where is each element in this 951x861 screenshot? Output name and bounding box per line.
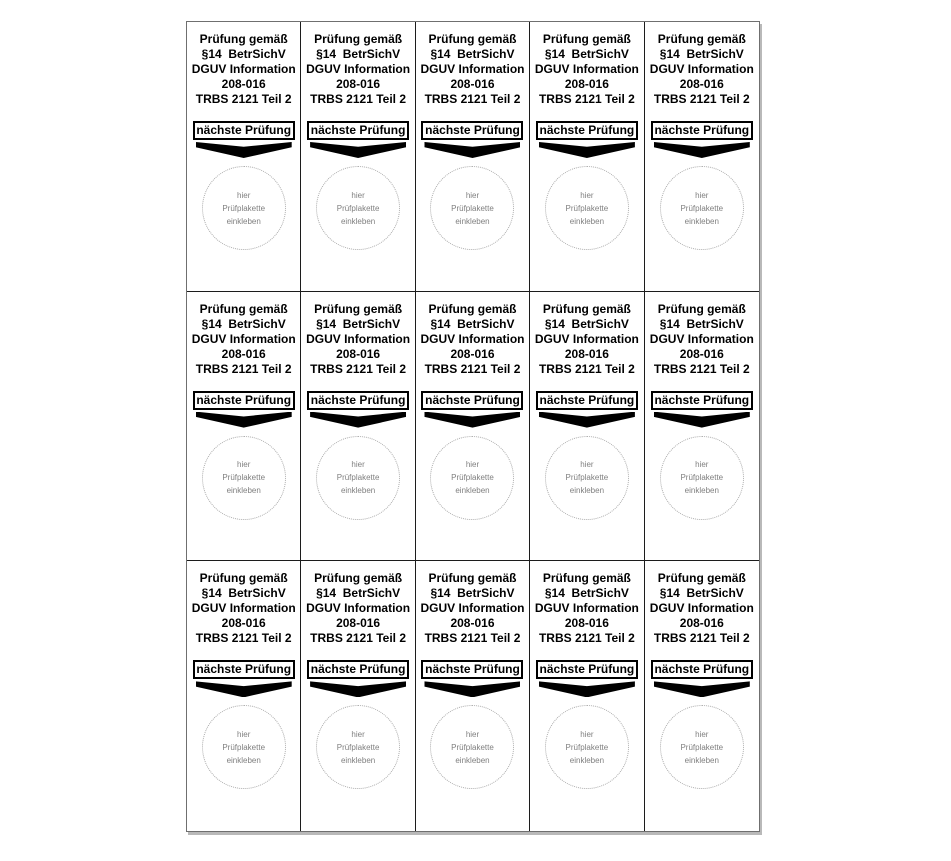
placeholder-line: einkleben — [226, 216, 261, 226]
title-line: DGUV Information — [649, 62, 754, 76]
placeholder-line: einkleben — [455, 755, 490, 765]
placeholder-line: Prüfplakette — [222, 742, 266, 752]
down-arrow-icon — [196, 412, 292, 428]
title-line: DGUV Information — [534, 601, 639, 616]
sticker-placeholder-circle — [430, 436, 514, 520]
placeholder-line: einkleben — [226, 755, 261, 765]
placeholder-line: Prüfplakette — [336, 742, 380, 752]
label-cell — [645, 22, 759, 292]
label-cell — [416, 292, 530, 562]
title-line: DGUV Information — [306, 331, 411, 346]
sticker-placeholder-circle — [660, 436, 744, 520]
label-title — [306, 571, 410, 646]
title-line: DGUV Information — [191, 62, 296, 76]
placeholder-line: Prüfplakette — [222, 473, 266, 483]
title-line: §14 BetrSichV — [201, 586, 286, 601]
next-inspection-banner: nächste Prüfung — [536, 391, 638, 410]
label-cell — [416, 22, 530, 292]
placeholder-line: hier — [465, 729, 480, 739]
title-line: TRBS 2121 Teil 2 — [195, 92, 292, 106]
title-line: DGUV Information — [534, 62, 639, 76]
next-inspection-banner: nächste Prüfung — [651, 660, 753, 679]
placeholder-line: hier — [695, 460, 709, 470]
title-line: Prüfung gemäß — [199, 301, 288, 316]
title-line: 208-016 — [221, 346, 266, 361]
title-line: Prüfung gemäß — [428, 32, 517, 46]
placeholder-line: einkleben — [455, 216, 490, 226]
down-arrow-icon — [539, 142, 635, 158]
title-line: Prüfung gemäß — [657, 301, 746, 316]
title-line: Prüfung gemäß — [199, 32, 288, 46]
placeholder-line: hier — [465, 190, 480, 200]
title-line: TRBS 2121 Teil 2 — [538, 361, 635, 376]
sticker-placeholder-circle — [545, 436, 629, 520]
down-arrow-icon — [310, 681, 406, 697]
sticker-placeholder-circle — [202, 705, 286, 789]
next-inspection-banner: nächste Prüfung — [193, 391, 295, 410]
sticker-placeholder-circle — [545, 166, 629, 250]
down-arrow-icon — [196, 142, 292, 158]
down-arrow-icon — [654, 681, 750, 697]
sticker-placeholder-circle — [660, 705, 744, 789]
title-line: Prüfung gemäß — [314, 571, 403, 586]
sticker-placeholder-circle — [545, 705, 629, 789]
title-line: Prüfung gemäß — [542, 32, 631, 46]
next-inspection-banner: nächste Prüfung — [421, 391, 523, 410]
placeholder-line: Prüfplakette — [451, 742, 494, 752]
label-title — [192, 302, 296, 377]
next-inspection-banner: nächste Prüfung — [421, 121, 523, 140]
title-line: 208-016 — [564, 616, 609, 631]
title-line: §14 BetrSichV — [659, 316, 744, 331]
placeholder-line: Prüfplakette — [565, 742, 609, 752]
placeholder-line: einkleben — [569, 486, 605, 496]
title-line: 208-016 — [679, 346, 724, 361]
placeholder-line: Prüfplakette — [680, 203, 724, 213]
label-cell — [530, 292, 644, 562]
placeholder-line: hier — [695, 729, 709, 739]
down-arrow-icon — [424, 412, 520, 428]
label-cell — [301, 22, 415, 292]
title-line: Prüfung gemäß — [657, 571, 746, 586]
sticker-placeholder-circle — [202, 436, 286, 520]
next-inspection-banner: nächste Prüfung — [193, 121, 295, 140]
placeholder-line: hier — [237, 729, 251, 739]
title-line: §14 BetrSichV — [430, 586, 515, 601]
title-line: §14 BetrSichV — [544, 586, 629, 601]
title-line: DGUV Information — [534, 331, 639, 346]
title-line: §14 BetrSichV — [201, 47, 286, 61]
placeholder-line: einkleben — [684, 486, 719, 496]
title-line: 208-016 — [336, 616, 381, 631]
sticker-placeholder-circle — [316, 166, 400, 250]
title-line: §14 BetrSichV — [316, 586, 401, 601]
placeholder-line: Prüfplakette — [565, 203, 609, 213]
sticker-placeholder-circle — [660, 166, 744, 250]
title-line: TRBS 2121 Teil 2 — [538, 631, 635, 646]
title-line: 208-016 — [450, 77, 495, 91]
title-line: Prüfung gemäß — [428, 571, 517, 586]
title-line: 208-016 — [450, 616, 495, 631]
title-line: DGUV Information — [306, 601, 411, 616]
label-sheet — [186, 21, 760, 832]
title-line: 208-016 — [336, 77, 381, 91]
label-cell — [645, 561, 759, 831]
placeholder-line: Prüfplakette — [565, 473, 609, 483]
placeholder-line: hier — [580, 190, 594, 200]
placeholder-line: hier — [237, 460, 251, 470]
placeholder-line: hier — [580, 460, 594, 470]
title-line: DGUV Information — [306, 62, 411, 76]
placeholder-line: Prüfplakette — [451, 473, 494, 483]
label-title — [650, 302, 754, 377]
down-arrow-icon — [424, 142, 520, 158]
sticker-placeholder-circle — [316, 705, 400, 789]
label-title — [306, 32, 410, 107]
placeholder-line: einkleben — [684, 216, 719, 226]
sticker-placeholder-circle — [316, 436, 400, 520]
title-line: TRBS 2121 Teil 2 — [653, 631, 750, 646]
title-line: 208-016 — [564, 77, 609, 91]
label-cell — [301, 292, 415, 562]
down-arrow-icon — [310, 142, 406, 158]
title-line: TRBS 2121 Teil 2 — [310, 361, 406, 376]
title-line: §14 BetrSichV — [316, 47, 401, 61]
title-line: TRBS 2121 Teil 2 — [538, 92, 635, 106]
placeholder-line: einkleben — [340, 216, 376, 226]
title-line: DGUV Information — [420, 601, 525, 616]
title-line: TRBS 2121 Teil 2 — [653, 92, 750, 106]
title-line: TRBS 2121 Teil 2 — [195, 631, 292, 646]
label-title — [420, 571, 524, 646]
title-line: TRBS 2121 Teil 2 — [424, 361, 521, 376]
title-line: 208-016 — [336, 346, 381, 361]
placeholder-line: Prüfplakette — [680, 473, 724, 483]
label-title — [650, 571, 754, 646]
placeholder-line: einkleben — [569, 755, 605, 765]
placeholder-line: hier — [465, 460, 480, 470]
label-title — [420, 32, 524, 107]
title-line: Prüfung gemäß — [657, 32, 746, 46]
label-cell — [187, 292, 301, 562]
placeholder-line: Prüfplakette — [680, 742, 724, 752]
title-line: Prüfung gemäß — [542, 301, 631, 316]
title-line: DGUV Information — [649, 601, 754, 616]
label-title — [535, 302, 639, 377]
sticker-placeholder-circle — [430, 705, 514, 789]
title-line: Prüfung gemäß — [314, 32, 403, 46]
title-line: TRBS 2121 Teil 2 — [653, 361, 750, 376]
title-line: TRBS 2121 Teil 2 — [310, 631, 406, 646]
placeholder-line: einkleben — [684, 755, 719, 765]
title-line: §14 BetrSichV — [316, 316, 401, 331]
label-title — [192, 571, 296, 646]
placeholder-line: hier — [351, 190, 365, 200]
title-line: 208-016 — [221, 77, 266, 91]
title-line: §14 BetrSichV — [430, 47, 515, 61]
down-arrow-icon — [539, 412, 635, 428]
placeholder-line: einkleben — [226, 486, 261, 496]
title-line: DGUV Information — [649, 331, 754, 346]
sticker-placeholder-circle — [202, 166, 286, 250]
title-line: TRBS 2121 Teil 2 — [424, 631, 521, 646]
label-cell — [530, 561, 644, 831]
down-arrow-icon — [196, 681, 292, 697]
label-title — [420, 302, 524, 377]
next-inspection-banner: nächste Prüfung — [421, 660, 523, 679]
placeholder-line: einkleben — [455, 486, 490, 496]
title-line: §14 BetrSichV — [201, 316, 286, 331]
next-inspection-banner: nächste Prüfung — [651, 121, 753, 140]
title-line: 208-016 — [679, 616, 724, 631]
label-title — [306, 302, 410, 377]
title-line: 208-016 — [679, 77, 724, 91]
label-title — [535, 571, 639, 646]
label-title — [192, 32, 296, 107]
placeholder-line: hier — [695, 190, 709, 200]
placeholder-line: hier — [237, 190, 251, 200]
label-title — [650, 32, 754, 107]
placeholder-line: hier — [351, 729, 365, 739]
label-cell — [187, 561, 301, 831]
title-line: DGUV Information — [420, 62, 525, 76]
label-title — [535, 32, 639, 107]
next-inspection-banner: nächste Prüfung — [307, 121, 409, 140]
placeholder-line: einkleben — [340, 486, 376, 496]
next-inspection-banner: nächste Prüfung — [307, 660, 409, 679]
label-cell — [645, 292, 759, 562]
placeholder-line: Prüfplakette — [336, 473, 380, 483]
title-line: §14 BetrSichV — [430, 316, 515, 331]
down-arrow-icon — [310, 412, 406, 428]
title-line: 208-016 — [450, 346, 495, 361]
next-inspection-banner: nächste Prüfung — [536, 121, 638, 140]
placeholder-line: Prüfplakette — [336, 203, 380, 213]
placeholder-line: einkleben — [569, 216, 605, 226]
title-line: DGUV Information — [420, 331, 525, 346]
title-line: §14 BetrSichV — [544, 47, 629, 61]
title-line: Prüfung gemäß — [199, 571, 288, 586]
title-line: DGUV Information — [191, 331, 296, 346]
down-arrow-icon — [654, 412, 750, 428]
title-line: TRBS 2121 Teil 2 — [195, 361, 292, 376]
down-arrow-icon — [539, 681, 635, 697]
next-inspection-banner: nächste Prüfung — [307, 391, 409, 410]
placeholder-line: hier — [351, 460, 365, 470]
label-cell — [187, 22, 301, 292]
title-line: Prüfung gemäß — [314, 301, 403, 316]
next-inspection-banner: nächste Prüfung — [536, 660, 638, 679]
title-line: 208-016 — [221, 616, 266, 631]
title-line: Prüfung gemäß — [542, 571, 631, 586]
placeholder-line: Prüfplakette — [222, 203, 266, 213]
next-inspection-banner: nächste Prüfung — [193, 660, 295, 679]
sticker-placeholder-circle — [430, 166, 514, 250]
title-line: §14 BetrSichV — [659, 586, 744, 601]
down-arrow-icon — [424, 681, 520, 697]
next-inspection-banner: nächste Prüfung — [651, 391, 753, 410]
title-line: DGUV Information — [191, 601, 296, 616]
label-cell — [530, 22, 644, 292]
title-line: TRBS 2121 Teil 2 — [310, 92, 406, 106]
title-line: 208-016 — [564, 346, 609, 361]
title-line: Prüfung gemäß — [428, 301, 517, 316]
placeholder-line: einkleben — [340, 755, 376, 765]
title-line: §14 BetrSichV — [544, 316, 629, 331]
placeholder-line: Prüfplakette — [451, 203, 494, 213]
label-cell — [416, 561, 530, 831]
title-line: §14 BetrSichV — [659, 47, 744, 61]
label-cell — [301, 561, 415, 831]
down-arrow-icon — [654, 142, 750, 158]
placeholder-line: hier — [580, 729, 594, 739]
title-line: TRBS 2121 Teil 2 — [424, 92, 521, 106]
